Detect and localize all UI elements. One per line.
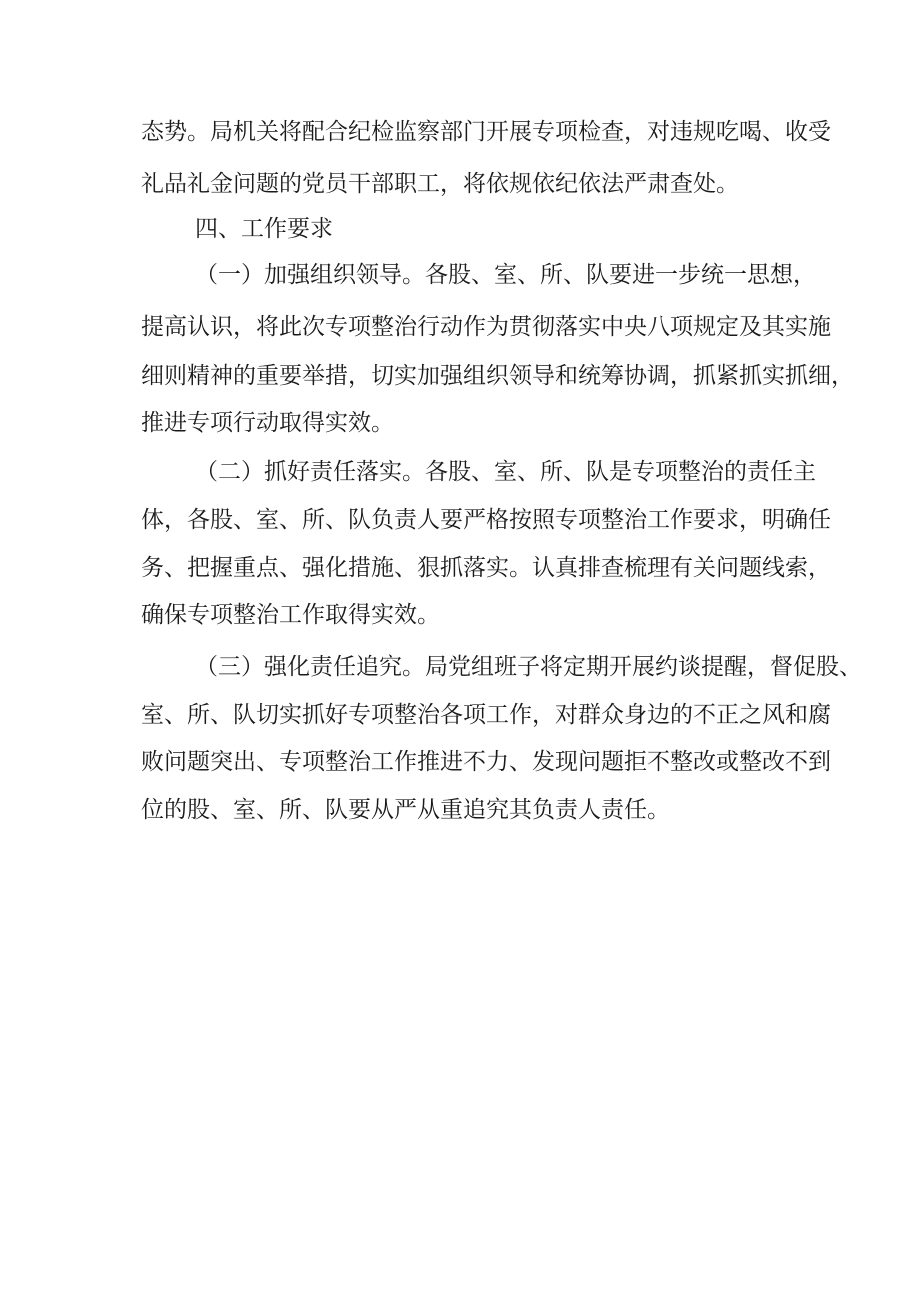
paragraph-3-line-1: （二）抓好责任落实。各股、室、所、队是专项整治的责任主 bbox=[195, 459, 816, 485]
paragraph-2-line-1: （一）加强组织领导。各股、室、所、队要进一步统一思想， bbox=[195, 262, 816, 288]
paragraph-1-line-2: 礼品礼金问题的党员干部职工，将依规依纪依法严肃查处。 bbox=[141, 171, 739, 197]
paragraph-1-line-1: 态势。局机关将配合纪检监察部门开展专项检查，对违规吃喝、收受 bbox=[141, 119, 831, 145]
paragraph-3-line-3: 务、把握重点、强化措施、狠抓落实。认真排查梳理有关问题线索， bbox=[141, 555, 831, 581]
section-heading-work-requirements: 四、工作要求 bbox=[195, 216, 333, 242]
paragraph-2-line-3: 细则精神的重要举措，切实加强组织领导和统筹协调，抓紧抓实抓细， bbox=[141, 363, 854, 389]
paragraph-4-line-3: 败问题突出、专项整治工作推进不力、发现问题拒不整改或整改不到 bbox=[141, 749, 831, 775]
paragraph-4-line-1: （三）强化责任追究。局党组班子将定期开展约谈提醒，督促股、 bbox=[195, 654, 862, 680]
paragraph-4-line-4: 位的股、室、所、队要从严从重追究其负责人责任。 bbox=[141, 797, 670, 823]
paragraph-2-line-4: 推进专项行动取得实效。 bbox=[141, 410, 394, 436]
paragraph-3-line-2: 体，各股、室、所、队负责人要严格按照专项整治工作要求，明确任 bbox=[141, 507, 831, 533]
paragraph-2-line-2: 提高认识，将此次专项整治行动作为贯彻落实中央八项规定及其实施 bbox=[141, 314, 831, 340]
paragraph-4-line-2: 室、所、队切实抓好专项整治各项工作，对群众身边的不正之风和腐 bbox=[141, 702, 831, 728]
paragraph-3-line-4: 确保专项整治工作取得实效。 bbox=[141, 602, 440, 628]
